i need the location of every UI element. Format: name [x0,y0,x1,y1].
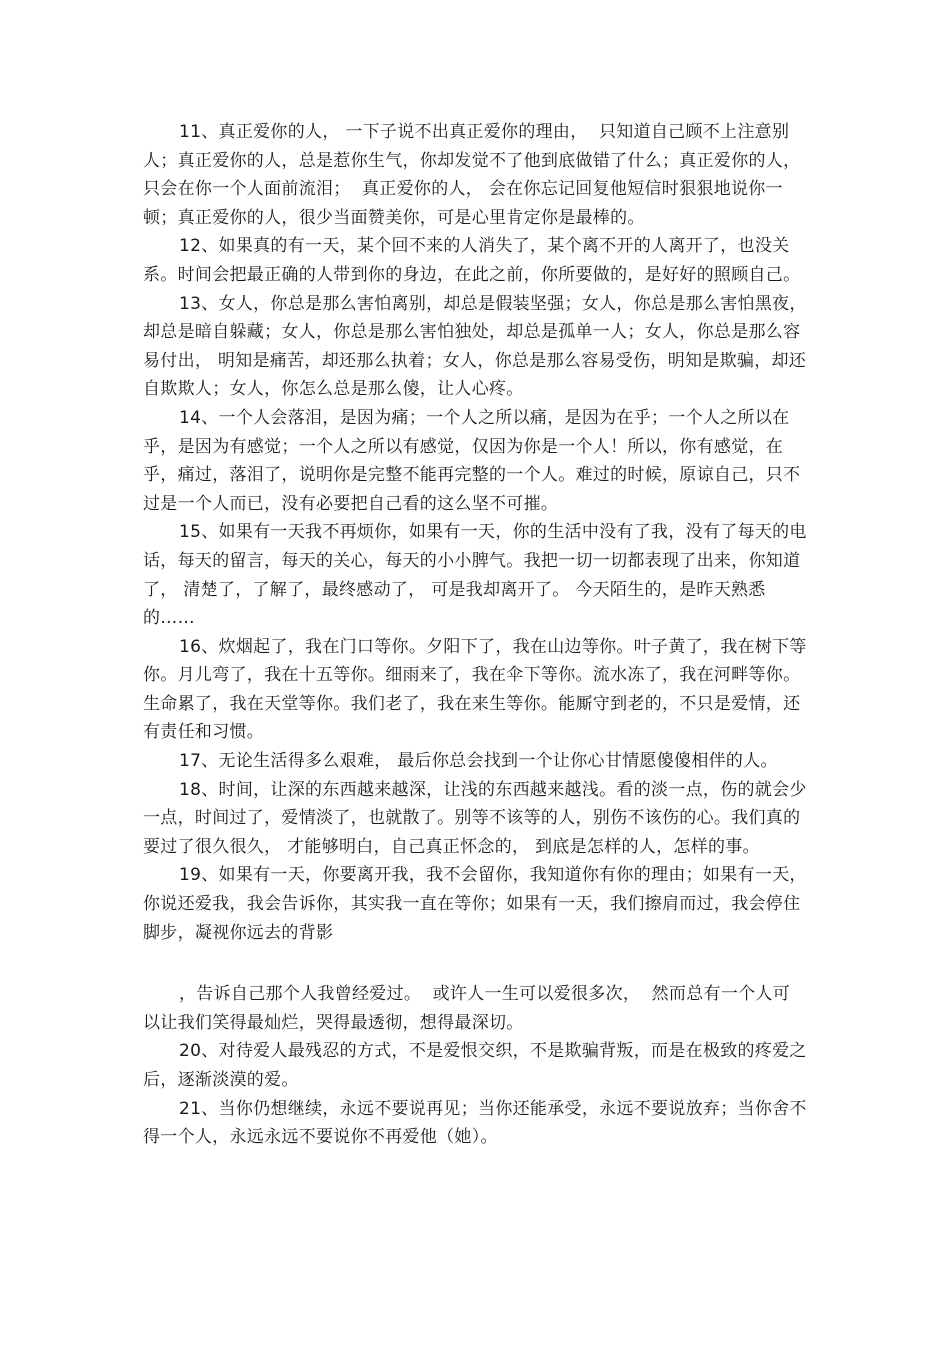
paragraph-16: 16、炊烟起了，我在门口等你。夕阳下了，我在山边等你。叶子黄了，我在树下等你。月儿弯了，我在十五等你。细雨来了，我在伞下等你。流水冻了，我在河畔等你。生命累了，我在天堂等你。我们老了，我在来生等你。能厮守到老的，不只是爱情，还有责任和习惯。 [143,636,807,743]
paragraph-18: 18、时间，让深的东西越来越深，让浅的东西越来越浅。看的淡一点，伤的就会少一点，时间过了，爱情淡了，也就散了。别等不该等的人，别伤不该伤的心。我们真的要过了很久很久， 才能够明白，自己真正怀念的， 到底是怎样的人，怎样的事。 [143,779,807,857]
paragraph-15: 15、如果有一天我不再烦你，如果有一天，你的生活中没有了我，没有了每天的电话，每天的留言，每天的关心，每天的小小脾气。我把一切一切都表现了出来，你知道了， 清楚了，了解了，最终感动了， 可是我却离开了。 今天陌生的，是昨天熟悉的…… [143,522,807,629]
paragraph-12: 12、如果真的有一天，某个回不来的人消失了，某个离不开的人离开了，也没关系。时间会把最正确的人带到你的身边，在此之前，你所要做的，是好好的照顾自己。 [143,236,801,285]
paragraph-13: 13、女人，你总是那么害怕离别，却总是假装坚强；女人，你总是那么害怕黑夜，却总是暗自躲藏；女人，你总是那么害怕独处，却总是孤单一人；女人，你总是那么容易付出， 明知是痛苦，却还那么执着；女人，你总是那么容易受伤，明知是欺骗，却还自欺欺人；女人，你怎么总是那么傻，让人心疼。 [143,293,807,400]
paragraph-20: 20、对待爱人最残忍的方式，不是爱恨交织，不是欺骗背叛，而是在极致的疼爱之后，逐渐淡漠的爱。 [143,1041,807,1090]
document-body [143,118,807,1152]
page-break-gap [143,947,807,980]
paragraph-14: 14、一个人会落泪，是因为痛；一个人之所以痛，是因为在乎；一个人之所以在乎，是因为有感觉；一个人之所以有感觉，仅因为你是一个人！所以，你有感觉，在乎，痛过，落泪了，说明你是完整不能再完整的一个人。难过的时候，原谅自己，只不过是一个人而已，没有必要把自己看的这么坚不可摧。 [143,407,801,514]
paragraph-19-continued: ，告诉自己那个人我曾经爱过。 或许人一生可以爱很多次， 然而总有一个人可以让我们笑得最灿烂，哭得最透彻，想得最深切。 [143,984,791,1033]
paragraph-19: 19、如果有一天，你要离开我，我不会留你，我知道你有你的理由；如果有一天，你说还爱我，我会告诉你，其实我一直在等你；如果有一天，我们擦肩而过，我会停住脚步，凝视你远去的背影 [143,865,807,943]
paragraph-17: 17、无论生活得多么艰难， 最后你总会找到一个让你心甘情愿傻傻相伴的人。 [179,751,778,772]
paragraph-21: 21、当你仍想继续，永远不要说再见；当你还能承受，永远不要说放弃；当你舍不得一个人，永远永远不要说你不再爱他（她）。 [143,1098,807,1148]
paragraph-11: 11、真正爱你的人， 一下子说不出真正爱你的理由， 只知道自己顾不上注意别人；真正爱你的人，总是惹你生气，你却发觉不了他到底做错了什么；真正爱你的人，只会在你一个人面前流泪； 真正爱你的人， 会在你忘记回复他短信时狠狠地说你一顿；真正爱你的人，很少当面赞美你，可是心里肯定你是最棒的。 [143,122,801,228]
